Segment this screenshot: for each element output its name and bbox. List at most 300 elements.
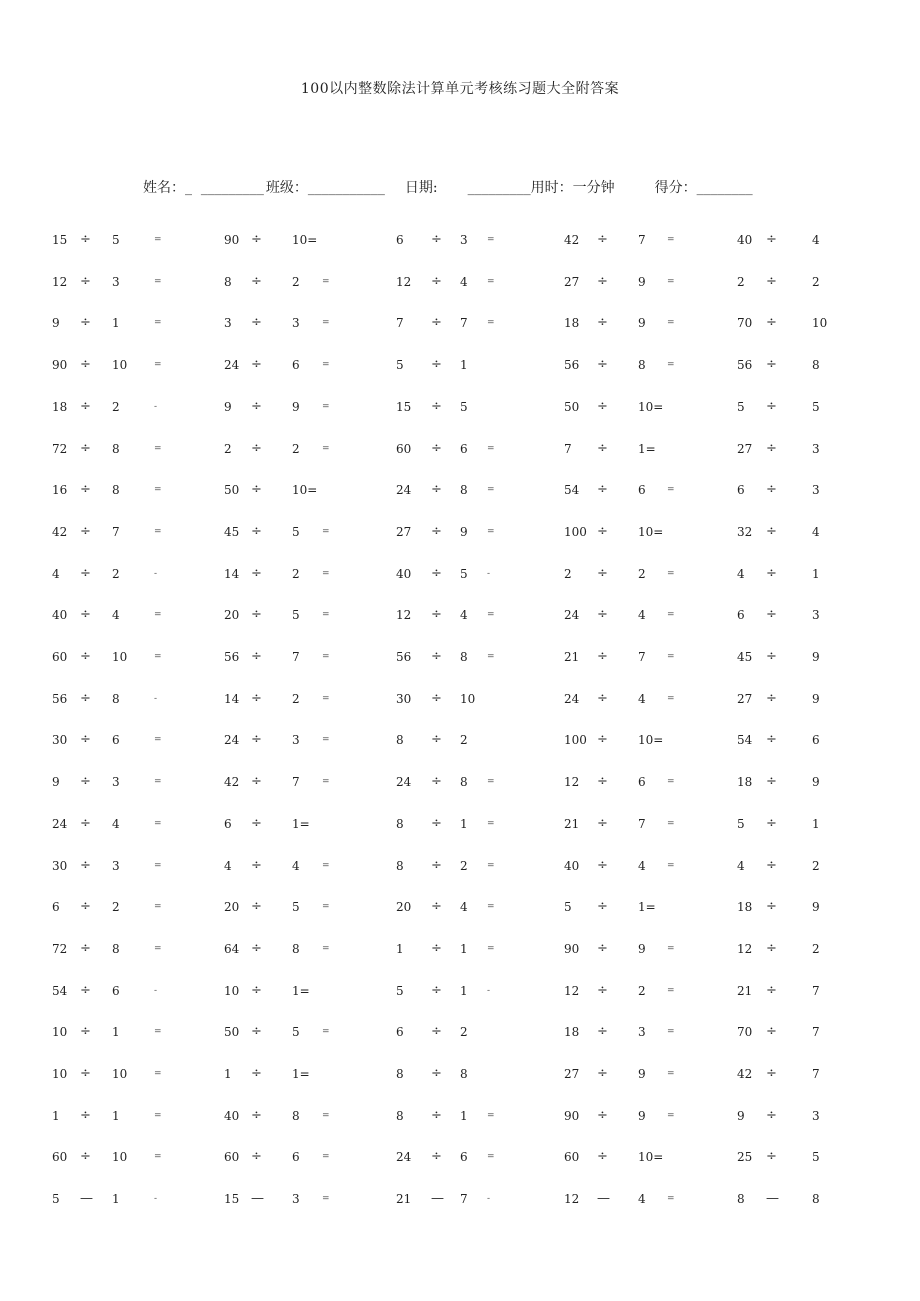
problem-divisor: 10 bbox=[812, 316, 828, 331]
problem-dividend: 60 bbox=[396, 441, 412, 456]
problem-dividend: 12 bbox=[564, 983, 580, 998]
problem-divisor: 4 bbox=[812, 524, 820, 539]
problem-divisor: 3 bbox=[292, 733, 300, 748]
problem-divisor: 9 bbox=[638, 941, 646, 956]
problem-dividend: 15 bbox=[396, 399, 412, 414]
problem-equals: = bbox=[487, 652, 495, 662]
problem-divisor: 4 bbox=[812, 233, 820, 247]
problem-equals: = bbox=[487, 818, 495, 829]
problem-divisor: 7 bbox=[812, 1025, 820, 1040]
date-field-blank: _________ bbox=[467, 180, 531, 196]
problem-equals: = bbox=[487, 526, 495, 537]
problem-dividend: 40 bbox=[564, 858, 580, 873]
problem-operator: ÷ bbox=[251, 482, 262, 498]
problem-divisor: 7 bbox=[112, 524, 120, 539]
problem-operator: ÷ bbox=[766, 982, 777, 998]
problem-dividend: 8 bbox=[396, 858, 404, 873]
problem-divisor: 2 bbox=[638, 566, 646, 581]
problem-operator: ÷ bbox=[766, 857, 777, 873]
problem-dividend: 24 bbox=[224, 358, 240, 373]
problem-dividend: 54 bbox=[564, 483, 580, 498]
problem-dividend: 5 bbox=[396, 358, 404, 373]
problem-dividend: 4 bbox=[737, 858, 745, 873]
problem-row bbox=[0, 730, 920, 750]
problem-dividend: 8 bbox=[396, 1108, 404, 1123]
problem-divisor: 4 bbox=[638, 691, 646, 706]
problem-divisor: 2 bbox=[812, 858, 820, 873]
problem-equals: = bbox=[667, 777, 675, 788]
problem-dividend: 9 bbox=[52, 775, 60, 790]
problem-dividend: 42 bbox=[564, 233, 580, 247]
problem-divisor: 1 bbox=[812, 816, 820, 831]
problem-equals: = bbox=[487, 276, 495, 287]
problem-row bbox=[0, 313, 920, 333]
problem-equals: = bbox=[667, 1069, 675, 1079]
problem-divisor: 5 bbox=[292, 524, 300, 539]
problem-dividend: 6 bbox=[396, 233, 404, 247]
problem-operator: ÷ bbox=[766, 1149, 777, 1165]
problem-operator: ÷ bbox=[597, 774, 608, 790]
problem-operator: ÷ bbox=[251, 523, 262, 539]
problem-dividend: 30 bbox=[396, 691, 412, 706]
problem-divisor: 3 bbox=[292, 316, 300, 331]
problem-divisor: 6 bbox=[460, 441, 468, 456]
problem-operator: ÷ bbox=[251, 232, 262, 247]
problem-row bbox=[0, 522, 920, 542]
problem-dividend: 56 bbox=[52, 691, 68, 706]
problem-operator: ÷ bbox=[431, 1107, 442, 1123]
problem-divisor: 1 bbox=[460, 816, 468, 831]
time-field-label: 用时：一分钟 bbox=[530, 180, 615, 196]
problem-operator: ÷ bbox=[597, 732, 608, 748]
problem-operator: ÷ bbox=[431, 857, 442, 873]
problem-row bbox=[0, 605, 920, 625]
problem-equals: = bbox=[154, 818, 162, 829]
problem-equals: = bbox=[667, 652, 675, 662]
problem-operator: ÷ bbox=[431, 1024, 442, 1040]
problem-dividend: 50 bbox=[224, 1025, 240, 1040]
problem-dividend: 8 bbox=[224, 274, 232, 289]
problem-equals: = bbox=[154, 526, 162, 537]
problem-dividend: 60 bbox=[52, 1150, 68, 1165]
problem-divisor: 3 bbox=[812, 441, 820, 456]
problem-operator: ÷ bbox=[251, 774, 262, 790]
problem-operator: ÷ bbox=[597, 523, 608, 539]
problem-dividend: 8 bbox=[737, 1192, 745, 1207]
problem-operator: ÷ bbox=[766, 273, 777, 289]
problem-dividend: 50 bbox=[224, 483, 240, 498]
problem-operator: ÷ bbox=[431, 315, 442, 331]
problem-dividend: 12 bbox=[396, 608, 412, 623]
problem-operator: ÷ bbox=[766, 815, 777, 831]
problem-dividend: 6 bbox=[396, 1025, 404, 1040]
problem-dividend: 5 bbox=[52, 1192, 60, 1207]
problem-dividend: 27 bbox=[737, 691, 753, 706]
problem-equals: = bbox=[154, 276, 162, 287]
problem-operator: ÷ bbox=[80, 690, 91, 706]
problem-operator: ÷ bbox=[597, 273, 608, 289]
problem-operator: ÷ bbox=[597, 982, 608, 998]
problem-operator: ÷ bbox=[766, 649, 777, 664]
problem-divisor: 10= bbox=[638, 1150, 664, 1165]
problem-dividend: 70 bbox=[737, 1025, 753, 1040]
problem-equals: = bbox=[487, 1110, 495, 1121]
problem-dividend: 42 bbox=[52, 524, 68, 539]
problem-divisor: 8 bbox=[292, 1108, 300, 1123]
problem-dividend: 24 bbox=[564, 691, 580, 706]
problem-operator: — bbox=[431, 1191, 444, 1207]
problem-operator: ÷ bbox=[80, 523, 91, 539]
problem-divisor: 6 bbox=[638, 483, 646, 498]
problem-dividend: 18 bbox=[737, 775, 753, 790]
problem-equals: = bbox=[667, 818, 675, 829]
problem-equals: = bbox=[667, 1194, 675, 1205]
problem-operator: ÷ bbox=[251, 982, 262, 998]
problem-divisor: 9 bbox=[292, 399, 300, 414]
problem-operator: ÷ bbox=[251, 649, 262, 664]
problem-operator: ÷ bbox=[251, 899, 262, 915]
problem-operator: ÷ bbox=[251, 565, 262, 581]
problem-dividend: 45 bbox=[737, 650, 753, 664]
problem-dividend: 5 bbox=[737, 816, 745, 831]
problem-equals: = bbox=[154, 1110, 162, 1121]
problem-divisor: 1 bbox=[460, 941, 468, 956]
problem-divisor: 2 bbox=[812, 274, 820, 289]
problem-equals: = bbox=[667, 568, 675, 579]
problem-dividend: 9 bbox=[737, 1108, 745, 1123]
problem-operator: ÷ bbox=[251, 1107, 262, 1123]
problem-row bbox=[0, 1147, 920, 1167]
problem-dividend: 24 bbox=[52, 816, 68, 831]
problem-divisor: 1 bbox=[112, 1108, 120, 1123]
problem-divisor: 6 bbox=[638, 775, 646, 790]
problem-dividend: 15 bbox=[52, 233, 68, 247]
problem-equals: = bbox=[322, 568, 330, 579]
problem-dividend: 56 bbox=[737, 358, 753, 373]
problem-dividend: 4 bbox=[737, 566, 745, 581]
problem-equals: = bbox=[154, 235, 162, 245]
problem-dividend: 54 bbox=[737, 733, 753, 748]
problem-dividend: 45 bbox=[224, 524, 240, 539]
problem-dividend: 90 bbox=[224, 233, 240, 247]
problem-dividend: 54 bbox=[52, 983, 68, 998]
problem-dividend: 21 bbox=[737, 983, 753, 998]
problem-dividend: 40 bbox=[224, 1108, 240, 1123]
problem-dividend: 8 bbox=[396, 1067, 404, 1081]
problem-divisor: 5 bbox=[292, 900, 300, 915]
problem-dividend: 12 bbox=[564, 775, 580, 790]
problem-dividend: 100 bbox=[564, 733, 587, 748]
problem-row bbox=[0, 439, 920, 459]
problem-equals: = bbox=[667, 1110, 675, 1121]
problem-divisor: 10= bbox=[638, 733, 664, 748]
problem-divisor: 9 bbox=[812, 900, 820, 915]
problem-divisor: 2 bbox=[292, 274, 300, 289]
problem-equals: - bbox=[154, 568, 158, 579]
problem-equals: = bbox=[154, 902, 162, 913]
problem-operator: ÷ bbox=[766, 523, 777, 539]
problem-equals: - bbox=[154, 693, 158, 704]
problem-row bbox=[0, 647, 920, 667]
problem-equals: = bbox=[667, 235, 675, 245]
problem-equals: = bbox=[322, 860, 330, 871]
problem-dividend: 9 bbox=[224, 399, 232, 414]
problem-dividend: 14 bbox=[224, 691, 240, 706]
problem-divisor: 2 bbox=[460, 858, 468, 873]
problem-operator: ÷ bbox=[431, 273, 442, 289]
problem-dividend: 72 bbox=[52, 941, 68, 956]
problem-equals: = bbox=[487, 777, 495, 788]
problem-dividend: 9 bbox=[52, 316, 60, 331]
problem-operator: ÷ bbox=[597, 357, 608, 373]
problem-divisor: 8 bbox=[638, 358, 646, 373]
problem-divisor: 4 bbox=[292, 858, 300, 873]
problem-operator: ÷ bbox=[766, 357, 777, 373]
problem-equals: = bbox=[487, 443, 495, 454]
problem-equals: = bbox=[667, 985, 675, 996]
problem-dividend: 20 bbox=[396, 900, 412, 915]
problem-operator: ÷ bbox=[766, 774, 777, 790]
problem-dividend: 56 bbox=[396, 650, 412, 664]
problem-operator: ÷ bbox=[597, 1107, 608, 1123]
problem-dividend: 72 bbox=[52, 441, 68, 456]
problem-divisor: 3 bbox=[812, 1108, 820, 1123]
problem-divisor: 8 bbox=[112, 941, 120, 956]
problem-operator: ÷ bbox=[597, 815, 608, 831]
problem-dividend: 27 bbox=[396, 524, 412, 539]
problem-equals: = bbox=[322, 1194, 330, 1205]
problem-operator: ÷ bbox=[251, 732, 262, 748]
problem-dividend: 1 bbox=[396, 941, 404, 956]
problem-dividend: 12 bbox=[737, 941, 753, 956]
problem-divisor: 3 bbox=[460, 233, 468, 247]
problem-divisor: 6 bbox=[292, 358, 300, 373]
problem-divisor: 1= bbox=[638, 441, 656, 456]
date-field-label: 日期: bbox=[404, 180, 438, 196]
problem-divisor: 8 bbox=[112, 691, 120, 706]
problem-operator: ÷ bbox=[251, 1024, 262, 1040]
problem-dividend: 18 bbox=[564, 316, 580, 331]
problem-divisor: 3 bbox=[812, 483, 820, 498]
problem-operator: ÷ bbox=[597, 1066, 608, 1081]
problem-operator: ÷ bbox=[431, 940, 442, 956]
problem-divisor: 2 bbox=[112, 566, 120, 581]
problem-operator: ÷ bbox=[597, 440, 608, 456]
problem-dividend: 5 bbox=[737, 399, 745, 414]
problem-equals: = bbox=[154, 1152, 162, 1163]
problem-row bbox=[0, 1189, 920, 1209]
class-field-label: 班级：___________ bbox=[265, 180, 385, 196]
problem-dividend: 90 bbox=[564, 1108, 580, 1123]
problem-equals: = bbox=[667, 1027, 675, 1038]
problem-row bbox=[0, 689, 920, 709]
problem-divisor: 10= bbox=[292, 233, 318, 247]
problem-operator: ÷ bbox=[431, 607, 442, 623]
problem-dividend: 15 bbox=[224, 1192, 240, 1207]
problem-divisor: 1 bbox=[112, 316, 120, 331]
problem-operator: ÷ bbox=[766, 315, 777, 331]
problem-equals: = bbox=[154, 318, 162, 329]
problem-dividend: 10 bbox=[224, 983, 240, 998]
problem-divisor: 3 bbox=[812, 608, 820, 623]
problem-operator: ÷ bbox=[80, 315, 91, 331]
problem-operator: ÷ bbox=[251, 690, 262, 706]
problem-dividend: 6 bbox=[737, 608, 745, 623]
problem-divisor: 1 bbox=[460, 1108, 468, 1123]
problem-equals: = bbox=[322, 276, 330, 287]
problem-dividend: 50 bbox=[564, 399, 580, 414]
problem-equals: = bbox=[487, 860, 495, 871]
problem-equals: = bbox=[667, 860, 675, 871]
problem-operator: — bbox=[80, 1191, 93, 1207]
problem-equals: = bbox=[667, 276, 675, 287]
problem-operator: ÷ bbox=[251, 273, 262, 289]
problem-equals: = bbox=[487, 610, 495, 621]
problem-dividend: 24 bbox=[564, 608, 580, 623]
problem-row bbox=[0, 480, 920, 500]
problem-divisor: 5 bbox=[812, 399, 820, 414]
problem-divisor: 4 bbox=[638, 858, 646, 873]
problem-operator: ÷ bbox=[597, 232, 608, 247]
problem-divisor: 6 bbox=[460, 1150, 468, 1165]
problem-divisor: 7 bbox=[638, 650, 646, 664]
problem-divisor: 8 bbox=[812, 1192, 820, 1207]
problem-divisor: 1 bbox=[112, 1025, 120, 1040]
problem-divisor: 10= bbox=[638, 524, 664, 539]
problem-operator: ÷ bbox=[431, 1066, 442, 1081]
name-field-label: 姓名：_ _________ bbox=[143, 180, 264, 196]
problem-divisor: 1 bbox=[112, 1192, 120, 1207]
problem-divisor: 9 bbox=[812, 775, 820, 790]
problem-equals: = bbox=[154, 610, 162, 621]
problem-divisor: 7 bbox=[812, 1067, 820, 1081]
problem-dividend: 40 bbox=[52, 608, 68, 623]
problem-operator: ÷ bbox=[597, 690, 608, 706]
problem-row bbox=[0, 355, 920, 375]
problem-dividend: 6 bbox=[737, 483, 745, 498]
problem-dividend: 4 bbox=[52, 566, 60, 581]
problem-operator: ÷ bbox=[597, 899, 608, 915]
worksheet-title: 100以内整数除法计算单元考核练习题大全附答案 bbox=[300, 81, 620, 97]
problem-divisor: 9 bbox=[812, 691, 820, 706]
problem-dividend: 10 bbox=[52, 1025, 68, 1040]
problem-operator: ÷ bbox=[597, 315, 608, 331]
problem-operator: ÷ bbox=[80, 398, 91, 414]
problem-divisor: 2 bbox=[292, 441, 300, 456]
problem-dividend: 7 bbox=[564, 441, 572, 456]
problem-operator: ÷ bbox=[251, 315, 262, 331]
problem-equals: = bbox=[154, 860, 162, 871]
problem-divisor: 5 bbox=[112, 233, 120, 247]
problem-operator: ÷ bbox=[251, 398, 262, 414]
problem-equals: - bbox=[154, 985, 158, 996]
problem-operator: ÷ bbox=[431, 649, 442, 664]
problem-dividend: 6 bbox=[52, 900, 60, 915]
problem-divisor: 7 bbox=[638, 816, 646, 831]
problem-divisor: 5 bbox=[292, 1025, 300, 1040]
problem-row bbox=[0, 1106, 920, 1126]
problem-divisor: 10 bbox=[112, 1150, 128, 1165]
problem-equals: = bbox=[154, 652, 162, 662]
problem-operator: ÷ bbox=[80, 273, 91, 289]
problem-equals: = bbox=[154, 485, 162, 496]
problem-operator: ÷ bbox=[766, 690, 777, 706]
problem-divisor: 4 bbox=[638, 608, 646, 623]
problem-dividend: 18 bbox=[52, 399, 68, 414]
problem-divisor: 4 bbox=[460, 608, 468, 623]
problem-divisor: 4 bbox=[460, 274, 468, 289]
problem-operator: ÷ bbox=[766, 398, 777, 414]
problem-operator: ÷ bbox=[251, 440, 262, 456]
problem-divisor: 10 bbox=[112, 358, 128, 373]
problem-dividend: 42 bbox=[224, 775, 240, 790]
problem-divisor: 10= bbox=[292, 483, 318, 498]
problem-divisor: 2 bbox=[112, 399, 120, 414]
problem-equals: = bbox=[322, 693, 330, 704]
problem-operator: ÷ bbox=[431, 690, 442, 706]
problem-divisor: 9 bbox=[638, 316, 646, 331]
problem-operator: ÷ bbox=[431, 774, 442, 790]
problem-dividend: 70 bbox=[737, 316, 753, 331]
problem-divisor: 4 bbox=[638, 1192, 646, 1207]
problem-operator: ÷ bbox=[251, 857, 262, 873]
problem-row bbox=[0, 272, 920, 292]
problem-equals: = bbox=[667, 943, 675, 954]
problem-row bbox=[0, 772, 920, 792]
problem-equals: = bbox=[322, 610, 330, 621]
problem-operator: ÷ bbox=[431, 815, 442, 831]
problem-row bbox=[0, 1022, 920, 1042]
problem-divisor: 4 bbox=[112, 608, 120, 623]
problem-operator: ÷ bbox=[80, 232, 91, 247]
problem-operator: ÷ bbox=[80, 1149, 91, 1165]
problem-operator: ÷ bbox=[766, 482, 777, 498]
problem-divisor: 6 bbox=[112, 983, 120, 998]
problem-dividend: 100 bbox=[564, 524, 587, 539]
problem-equals: = bbox=[322, 943, 330, 954]
problem-dividend: 90 bbox=[52, 358, 68, 373]
problem-operator: ÷ bbox=[251, 607, 262, 623]
problem-operator: ÷ bbox=[251, 357, 262, 373]
problem-divisor: 7 bbox=[812, 983, 820, 998]
problem-equals: = bbox=[487, 485, 495, 496]
problem-divisor: 6 bbox=[112, 733, 120, 748]
problem-divisor: 3 bbox=[638, 1025, 646, 1040]
problem-equals: = bbox=[154, 443, 162, 454]
problem-dividend: 20 bbox=[224, 608, 240, 623]
problem-operator: ÷ bbox=[80, 607, 91, 623]
problem-equals: = bbox=[154, 360, 162, 371]
problem-divisor: 9 bbox=[638, 274, 646, 289]
problem-divisor: 8 bbox=[460, 775, 468, 790]
problem-equals: = bbox=[322, 443, 330, 454]
problem-dividend: 24 bbox=[224, 733, 240, 748]
problem-dividend: 30 bbox=[52, 858, 68, 873]
problem-row bbox=[0, 856, 920, 876]
problem-equals: = bbox=[487, 235, 495, 245]
problem-equals: = bbox=[322, 735, 330, 746]
problem-equals: = bbox=[154, 777, 162, 788]
problem-operator: ÷ bbox=[80, 1024, 91, 1040]
problem-operator: ÷ bbox=[766, 940, 777, 956]
problem-operator: ÷ bbox=[80, 815, 91, 831]
problem-equals: = bbox=[322, 902, 330, 913]
problem-operator: ÷ bbox=[766, 732, 777, 748]
problem-divisor: 1= bbox=[292, 1067, 310, 1081]
problem-equals: = bbox=[667, 693, 675, 704]
problem-equals: = bbox=[322, 360, 330, 371]
problem-dividend: 12 bbox=[396, 274, 412, 289]
